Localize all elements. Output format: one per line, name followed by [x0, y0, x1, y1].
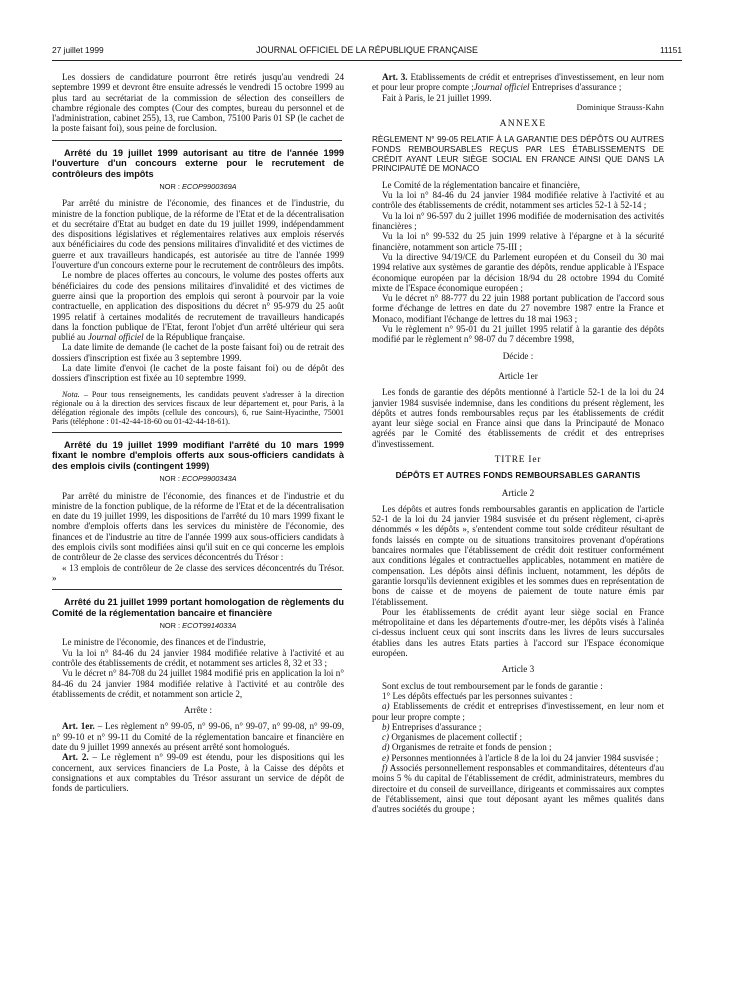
- reglement-title: RÈGLEMENT N° 99-05 RELATIF À LA GARANTIE DES DÉPÔTS OU AUTRES FONDS REMBOURSABLES REÇUS PAR LES ÉTABLISSEMENTS DE CRÉDIT AYANT LEUR SIÈGE SOCIAL EN FRANCE AINSI QUE DANS LA PRINCIPAUTÉ DE MONACO: [372, 135, 664, 174]
- decree-2-title: Arrêté du 19 juillet 1999 modifiant l'arrêté du 10 mars 1999 fixant le nombre d'emplois offerts aux sous-officiers candidats à des emplois civils (contingent 1999): [52, 440, 344, 471]
- decree-3-paragraph-2: Vu la loi n° 84-46 du 24 janvier 1984 modifiée relative à l'activité et au contrôle des établissements de crédit, et notamment ses articles 8, 32 et 33 ;: [52, 647, 344, 668]
- decree-1-paragraph-2: [52, 270, 344, 342]
- article-3-item-d: [372, 742, 664, 752]
- article-text: Entreprises d'assurance ;: [529, 82, 622, 93]
- header-journal-title: JOURNAL OFFICIEL DE LA RÉPUBLIQUE FRANÇAISE: [256, 45, 478, 55]
- item-letter: f): [382, 763, 388, 773]
- header-rule: [52, 60, 682, 61]
- article-3-item-a: [372, 701, 664, 722]
- item-letter: e): [382, 752, 390, 763]
- article-1-text: Les fonds de garantie des dépôts mentionné à l'article 52-1 de la loi du 24 janvier 1984 susvisée indemnise, dans les conditions du présent règlement, les dépôts et autres fonds remboursables reçus par les établissements de crédit ayant leur siège social en France ainsi que dans la Principauté de Monaco agréés par le Comité des établissements de crédit et des entreprises d'investissement.: [372, 387, 664, 449]
- nor-code: ECOT9914033A: [182, 621, 237, 631]
- separator-rule: [52, 432, 342, 433]
- decree-3-paragraph-3: Vu le décret n° 84-708 du 24 juillet 1984 modifié pris en application la loi n° 84-46 du 24 janvier 1984 modifiée relative à l'activité et au contrôle des établissements de crédit, et notamment son article 2,: [52, 668, 344, 699]
- text-run: Le nombre de places offertes au concours, le volume des postes offerts aux bénéficiaires du code des pensions militaires d'invalidité et des victimes de guerre ainsi que la proportion des emplois qui seront à pourvoir par la voie contractuelle, en application des dispositions du décret n° 95-979 du 25 août 1995 relatif à certaines modalités de recrutement de travailleurs handicapés dans la fonction publique de l'Etat, feront l'objet d'un arrêté ultérieur qui sera publié au: [52, 270, 344, 343]
- nor-label: NOR :: [159, 182, 182, 191]
- text-run: de la République française.: [143, 332, 245, 343]
- visa-7: Vu le règlement n° 95-01 du 21 juillet 1995 relatif à la garantie des dépôts modifié par le règlement n° 98-07 du 7 décembre 1998,: [372, 324, 664, 345]
- decree-3-nor: [52, 621, 344, 631]
- article-2-paragraph-2: Pour les établissements de crédit ayant leur siège social en France métropolitaine et dans les départements d'outre-mer, les dépôts visés à l'alinéa ci-dessus incluent ceux qui sont inscrits dans les livres de leurs succursales établies dans les autres Etats parties à l'accord sur l'Espace économique européen.: [372, 606, 664, 659]
- article-3-item-c: [372, 732, 664, 742]
- annexe-heading: ANNEXE: [499, 118, 547, 130]
- signature: Dominique Strauss-Kahn: [576, 102, 664, 112]
- decree-2-paragraph-2: « 13 emplois de contrôleur de 2e classe des services déconcentrés du Trésor. »: [52, 562, 344, 583]
- article-3-intro: Sont exclus de tout remboursement par le fonds de garantie :: [382, 680, 603, 691]
- nor-code: ECOP9900369A: [181, 182, 237, 191]
- visa-5: Vu la directive 94/19/CE du Parlement européen et du Conseil du 30 mai 1994 relative aux systèmes de garantie des dépôts, rendue applicable à l'Espace économique européen par la décision 18/94 du 28 octobre 1994 du Comité mixte de l'Espace économique européen ;: [372, 251, 664, 293]
- visa-1: Le Comité de la réglementation bancaire et financière,: [382, 179, 580, 190]
- article-label: Art. 2.: [62, 752, 89, 763]
- decree-3-article-1: [52, 721, 344, 752]
- article-3-item-e: [372, 753, 664, 763]
- note-text: – Pour tous renseignements, les candidats peuvent s'adresser à la direction régionale ou à la direction des services fiscaux de leur département et, pour Paris, à la délégation régionale des impôts (cellule des concours), 6, rue Saint-Hyacinthe, 75001 Paris (téléphone : 01-42-44-18-60 ou 01-42-44-18-61).: [52, 389, 344, 426]
- arrete-heading: Arrête :: [183, 705, 213, 716]
- decree-1-paragraph-4: La date limite d'envoi (le cachet de la poste faisant foi) ou de dépôt des dossiers d'inscription est fixée au 10 septembre 1999.: [52, 363, 344, 384]
- item-letter: b): [382, 721, 390, 732]
- item-letter: a): [382, 701, 390, 712]
- decree-3-article-2: [52, 752, 344, 793]
- article-3-item-b: [372, 722, 664, 732]
- item-text: Entreprises d'assurance ;: [389, 721, 482, 732]
- nor-label: NOR :: [159, 621, 183, 631]
- item-text: Associés personnellement responsables et commanditaires, détenteurs d'au moins 5 % du capital de l'établissement de crédit, administrateurs, membres du directoire et du conseil de surveillance, dirigeants et commissaires aux comptes de l'établissement, ainsi que tout déposant ayant les mêmes qualités dans d'autres sociétés du groupe ;: [372, 763, 664, 815]
- note-label: Nota.: [62, 389, 80, 399]
- left-column: [52, 72, 344, 793]
- running-header: [52, 45, 682, 57]
- decide-heading: Décide :: [502, 350, 534, 361]
- decree-3-title: Arrêté du 21 juillet 1999 portant homologation de règlements du Comité de la réglementation bancaire et financière: [52, 597, 344, 618]
- article-1-heading: Article 1er: [498, 370, 538, 381]
- article-3-item-1: 1° Les dépôts effectués par les personnes suivantes :: [382, 690, 573, 701]
- item-text: Organismes de placement collectif ;: [389, 732, 522, 743]
- separator-rule: [52, 140, 342, 141]
- fait-a-paris: Fait à Paris, le 21 juillet 1999.: [382, 92, 492, 103]
- item-text: Personnes mentionnées à l'article 8 de la loi du 24 janvier 1984 susvisée ;: [389, 752, 659, 763]
- journal-name: Journal officiel: [87, 332, 144, 343]
- right-column: [372, 72, 664, 814]
- decree-1-nor: [52, 182, 344, 192]
- nor-code: ECOP9900343A: [181, 474, 237, 484]
- decree-3-article-3: [372, 72, 664, 93]
- decree-1-title: Arrêté du 19 juillet 1999 autorisant au titre de l'année 1999 l'ouverture d'un concours externe pour le recrutement de contrôleurs des impôts: [52, 147, 344, 179]
- decree-2-nor: [52, 474, 344, 484]
- journal-name: Journal officiel: [473, 82, 530, 93]
- separator-rule: [52, 589, 342, 590]
- header-date: 27 juillet 1999: [52, 45, 104, 55]
- item-text: Etablissements de crédit et entreprises d'investissement, en leur nom et pour leur propre compte ;: [372, 701, 664, 722]
- visa-6: Vu le décret n° 88-777 du 22 juin 1988 portant publication de l'accord sous forme d'échange de lettres en date du 27 novembre 1987 entre la France et Monaco, modifiant l'échange de lettres du 18 mai 1963 ;: [372, 293, 664, 324]
- article-text: – Les règlement n° 99-05, n° 99-06, n° 99-07, n° 99-08, n° 99-09, n° 99-10 et n° 99-11 du Comité de la réglementation bancaire et financière en date du 9 juillet 1999 annexés au présent arrêté sont homologués.: [52, 721, 344, 752]
- titre-heading: TITRE Ier: [494, 454, 542, 465]
- decree-1-paragraph-3: La date limite de demande (le cachet de la poste faisant foi) ou de retrait des dossiers d'inscription est fixée au 3 septembre 1999.: [52, 342, 344, 363]
- titre-subheading: DÉPÔTS ET AUTRES FONDS REMBOURSABLES GARANTIS: [395, 471, 641, 481]
- article-label: Art. 3.: [382, 72, 408, 82]
- article-text: Etablissements de crédit et entreprises d'investissement, en leur nom et pour leur propre compte ;: [372, 72, 664, 93]
- article-2-heading: Article 2: [501, 487, 535, 498]
- header-page-number: 11151: [659, 45, 682, 55]
- item-text: Organismes de retraite et fonds de pension ;: [389, 742, 552, 753]
- visa-4: Vu la loi n° 99-532 du 25 juin 1999 relative à l'épargne et à la sécurité financière, notamment son article 75-III ;: [372, 231, 664, 252]
- article-label: Art. 1er.: [62, 721, 95, 732]
- article-text: – Le règlement n° 99-09 est étendu, pour les dispositions qui les concernent, aux services financiers de La Poste, à la Caisse des dépôts et consignations et aux comptables du Trésor assurant un service de dépôt de fonds de particuliers.: [52, 752, 344, 794]
- spacer: [372, 361, 664, 371]
- item-letter: d): [382, 742, 390, 753]
- decree-1-note: [52, 390, 344, 426]
- article-3-heading: Article 3: [501, 664, 535, 675]
- decree-2-paragraph-1: Par arrêté du ministre de l'économie, des finances et de l'industrie et du ministre de la fonction publique, de la réforme de l'Etat et de la décentralisation en date du 19 juillet 1999, les dispositions de l'arrêté du 10 mars 1999 fixant le nombre d'emplois offerts dans les services du ministère de l'économie, des finances et de l'industrie au titre de l'année 1999 aux sous-officiers candidats à des emplois civils sont modifiées ainsi qu'il suit en ce qui concerne les emplois de contrôleur de 2e classe des services déconcentrés du Trésor :: [52, 490, 344, 563]
- intro-paragraph: Les dossiers de candidature pourront être retirés jusqu'au vendredi 24 septembre 1999 et devront être ensuite adressés le vendredi 15 octobre 1999 au plus tard au secrétariat de la commission de sélection des conseillers de chambre régionale des comptes (Cour des comptes, bureau du personnel et de l'administration, cabinet 255), 13, rue Cambon, 75100 Paris 01 SP (le cachet de la poste faisant foi), sous peine de forclusion.: [52, 72, 344, 134]
- decree-3-paragraph-1: Le ministre de l'économie, des finances et de l'industrie,: [62, 637, 266, 648]
- item-letter: c): [382, 732, 390, 743]
- nor-label: NOR :: [159, 474, 182, 484]
- article-3-item-f: [372, 763, 664, 814]
- visa-2: Vu la loi n° 84-46 du 24 janvier 1984 modifiée relative à l'activité et au contrôle des établissements de crédit, notamment ses articles 52-1 à 52-14 ;: [372, 190, 664, 211]
- decree-1-paragraph-1: Par arrêté du ministre de l'économie, des finances et de l'industrie, du ministre de la fonction publique, de la réforme de l'Etat et de la décentralisation et du secrétaire d'Etat au budget en date du 19 juillet 1999, indépendamment des dispositions législatives et réglementaires relatives aux emplois réservés aux bénéficiaires du code des pensions militaires d'invalidité et des victimes de guerre et aux travailleurs handicapés, est autorisée au titre de l'année 1999 l'ouverture d'un concours externe pour le recrutement de contrôleurs des impôts.: [52, 198, 344, 271]
- visa-3: Vu la loi n° 96-597 du 2 juillet 1996 modifiée de modernisation des activités financières ;: [372, 210, 664, 232]
- article-2-paragraph-1: Les dépôts et autres fonds remboursables garantis en application de l'article 52-1 de la loi du 24 janvier 1984 susvisée et du présent règlement, ci-après dénommés « les dépôts », s'entendent comme tout solde créditeur résultant de fonds laissés en compte ou de situations transitoires provenant d'opérations bancaires normales que l'établissement de crédit doit restituer conformément aux conditions légales et contractuelles applicables, notamment en matière de compensation. Les dépôts ainsi définis incluent, notamment, les dépôts de garantie lorsqu'ils deviennent exigibles et les sommes dues en représentation de bons de caisse et de moyens de paiement de toute nature émis par l'établissement.: [372, 503, 664, 607]
